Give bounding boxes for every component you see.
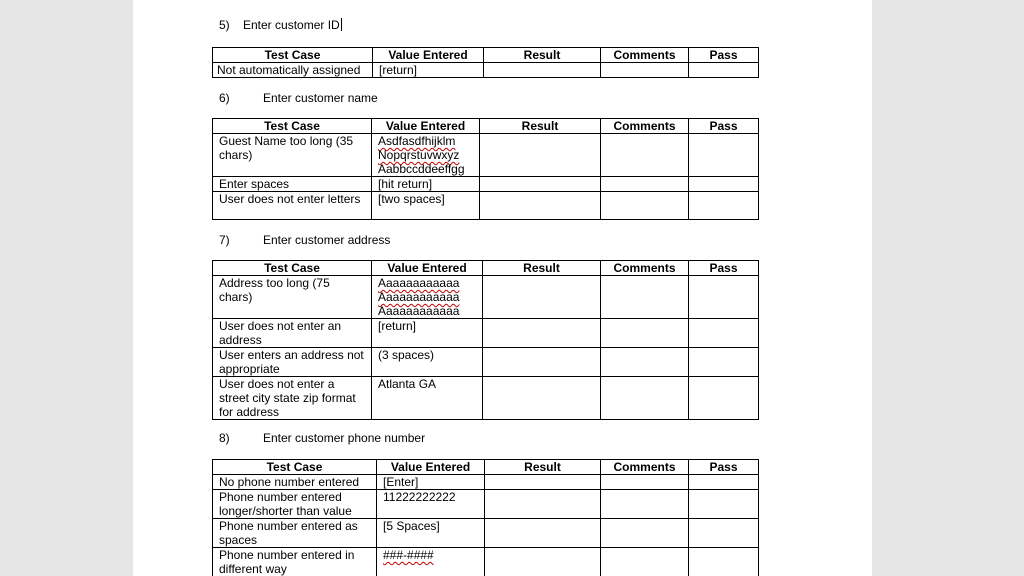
- result-cell[interactable]: [480, 177, 601, 192]
- section-heading-7: [219, 233, 390, 247]
- pass-cell[interactable]: [689, 548, 759, 576]
- header-result: Result: [480, 119, 601, 134]
- table-row: [213, 519, 759, 548]
- pass-cell[interactable]: [689, 348, 759, 377]
- value-cell: [377, 548, 485, 576]
- test-case-cell: Guest Name too long (35 chars): [213, 134, 372, 177]
- test-case-cell: User does not enter letters: [213, 192, 372, 220]
- table-row: [213, 475, 759, 490]
- test-case-cell: Not automatically assigned: [213, 63, 373, 78]
- result-cell[interactable]: [485, 548, 601, 576]
- section-heading-6: [219, 91, 378, 105]
- header-comments: Comments: [601, 48, 689, 63]
- value-line: Asdfasdfhijklm: [378, 134, 456, 148]
- comments-cell[interactable]: [601, 519, 689, 548]
- test-case-cell: Phone number entered in different way: [213, 548, 377, 576]
- test-table-7: [212, 260, 759, 420]
- header-test-case: Test Case: [213, 261, 372, 276]
- value-line: Aabbccddeeffgg: [378, 162, 465, 176]
- value-line: Aaaaaaaaaaaa: [378, 276, 460, 290]
- comments-cell[interactable]: [601, 319, 689, 348]
- value-cell: [372, 134, 480, 177]
- value-line: [Enter]: [383, 475, 419, 489]
- value-line: [return]: [379, 63, 418, 77]
- comments-cell[interactable]: [601, 276, 689, 319]
- value-cell: [372, 177, 480, 192]
- value-line: Nopqrstuvwxyz: [378, 148, 460, 162]
- header-value-entered: Value Entered: [377, 460, 485, 475]
- value-cell: [372, 377, 483, 420]
- table-row: [213, 490, 759, 519]
- section-number: 5): [219, 18, 230, 32]
- result-cell[interactable]: [480, 192, 601, 220]
- result-cell[interactable]: [483, 276, 601, 319]
- table-row: [213, 134, 759, 177]
- comments-cell[interactable]: [601, 548, 689, 576]
- test-table-5: [212, 47, 759, 78]
- value-line: [return]: [378, 319, 417, 333]
- header-result: Result: [483, 261, 601, 276]
- value-cell: [377, 475, 485, 490]
- header-pass: Pass: [689, 119, 759, 134]
- comments-cell[interactable]: [601, 377, 689, 420]
- section-title: Enter customer name: [263, 91, 378, 105]
- result-cell[interactable]: [480, 134, 601, 177]
- table-header-row: [213, 460, 759, 475]
- section-number: 7): [219, 233, 230, 247]
- document-page: [133, 0, 872, 576]
- value-cell: [377, 519, 485, 548]
- text-cursor: [341, 18, 342, 31]
- header-comments: Comments: [601, 119, 689, 134]
- header-value-entered: Value Entered: [372, 119, 480, 134]
- comments-cell[interactable]: [601, 134, 689, 177]
- pass-cell[interactable]: [689, 177, 759, 192]
- comments-cell[interactable]: [601, 490, 689, 519]
- pass-cell[interactable]: [689, 63, 759, 78]
- result-cell[interactable]: [484, 63, 601, 78]
- comments-cell[interactable]: [601, 475, 689, 490]
- comments-cell[interactable]: [601, 192, 689, 220]
- value-line: ###-####: [383, 548, 434, 562]
- test-case-cell: Enter spaces: [213, 177, 372, 192]
- value-cell: [372, 192, 480, 220]
- test-case-cell: Phone number entered as spaces: [213, 519, 377, 548]
- test-table-8: [212, 459, 759, 576]
- pass-cell[interactable]: [689, 377, 759, 420]
- comments-cell[interactable]: [601, 63, 689, 78]
- test-case-cell: User does not enter an address: [213, 319, 372, 348]
- header-pass: Pass: [689, 48, 759, 63]
- value-cell: [372, 276, 483, 319]
- table-header-row: [213, 48, 759, 63]
- value-line: 11222222222: [383, 490, 456, 504]
- value-cell: [372, 348, 483, 377]
- result-cell[interactable]: [485, 490, 601, 519]
- section-number: 8): [219, 431, 230, 445]
- section-heading-8: [219, 431, 425, 445]
- header-result: Result: [485, 460, 601, 475]
- table-row: [213, 377, 759, 420]
- result-cell[interactable]: [485, 475, 601, 490]
- section-title: Enter customer ID: [243, 18, 340, 32]
- test-case-cell: Phone number entered longer/shorter than value: [213, 490, 377, 519]
- value-line: Aaaaaaaaaaaa: [378, 290, 460, 304]
- pass-cell[interactable]: [689, 134, 759, 177]
- test-table-6: [212, 118, 759, 220]
- header-test-case: Test Case: [213, 48, 373, 63]
- header-value-entered: Value Entered: [372, 261, 483, 276]
- table-header-row: [213, 261, 759, 276]
- header-comments: Comments: [601, 261, 689, 276]
- value-line: Atlanta GA: [378, 377, 437, 391]
- pass-cell[interactable]: [689, 475, 759, 490]
- header-test-case: Test Case: [213, 460, 377, 475]
- section-title: Enter customer phone number: [263, 431, 426, 445]
- value-cell: [377, 490, 485, 519]
- value-line: [two spaces]: [378, 192, 445, 206]
- table-row: [213, 276, 759, 319]
- comments-cell[interactable]: [601, 348, 689, 377]
- table-row: [213, 177, 759, 192]
- test-case-cell: Address too long (75 chars): [213, 276, 372, 319]
- test-case-cell: User does not enter a street city state zip format for address: [213, 377, 372, 420]
- table-row: [213, 319, 759, 348]
- test-case-cell: No phone number entered: [213, 475, 377, 490]
- table-row: [213, 348, 759, 377]
- pass-cell[interactable]: [689, 319, 759, 348]
- header-test-case: Test Case: [213, 119, 372, 134]
- comments-cell[interactable]: [601, 177, 689, 192]
- header-value-entered: Value Entered: [373, 48, 484, 63]
- value-cell: [372, 319, 483, 348]
- value-line: (3 spaces): [378, 348, 435, 362]
- header-comments: Comments: [601, 460, 689, 475]
- section-title: Enter customer address: [263, 233, 391, 247]
- table-header-row: [213, 119, 759, 134]
- result-cell[interactable]: [485, 519, 601, 548]
- pass-cell[interactable]: [689, 519, 759, 548]
- header-pass: Pass: [689, 261, 759, 276]
- result-cell[interactable]: [483, 348, 601, 377]
- result-cell[interactable]: [483, 319, 601, 348]
- value-cell: [373, 63, 484, 78]
- pass-cell[interactable]: [689, 276, 759, 319]
- section-number: 6): [219, 91, 230, 105]
- value-line: Aaaaaaaaaaaa: [378, 304, 460, 318]
- result-cell[interactable]: [483, 377, 601, 420]
- test-case-cell: User enters an address not appropriate: [213, 348, 372, 377]
- table-row: [213, 548, 759, 576]
- value-line: [5 Spaces]: [383, 519, 440, 533]
- table-row: [213, 192, 759, 220]
- value-line: [hit return]: [378, 177, 433, 191]
- pass-cell[interactable]: [689, 490, 759, 519]
- header-result: Result: [484, 48, 601, 63]
- table-row: [213, 63, 759, 78]
- section-heading-5: [219, 18, 342, 32]
- pass-cell[interactable]: [689, 192, 759, 220]
- header-pass: Pass: [689, 460, 759, 475]
